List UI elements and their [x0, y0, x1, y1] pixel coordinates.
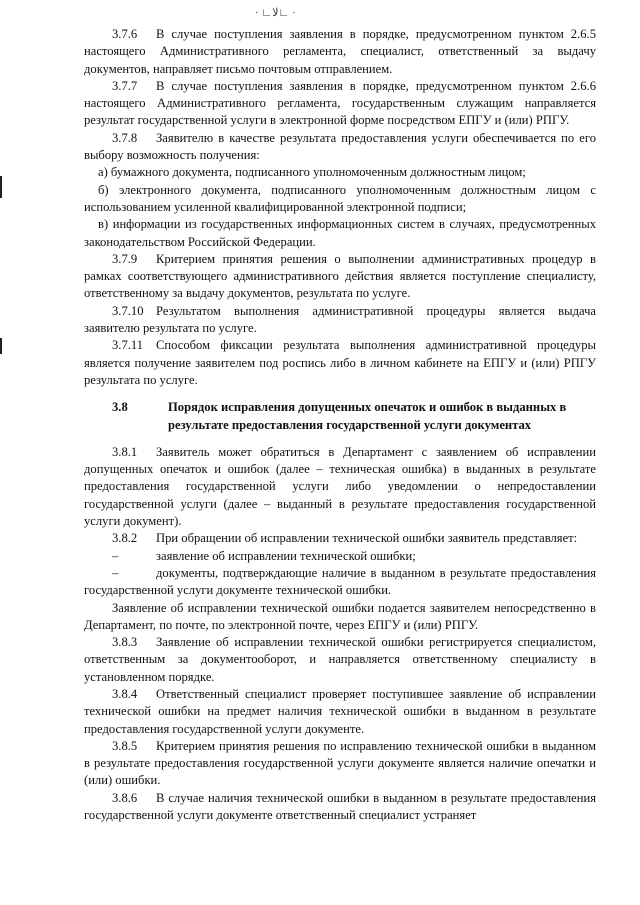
- paragraph-3-8-1: [84, 444, 596, 530]
- paragraph-3-7-11: [84, 337, 596, 389]
- scan-edge-mark: [0, 176, 2, 198]
- clause-text: В случае наличия технической ошибки в выданном в результате предоставления государственной услуги документе ответственный специалист устраняет: [84, 790, 596, 823]
- clause-text: Заявление об исправлении технической ошибки регистрируется специалистом, ответственным за документооборот, и направляется ответственному специалисту в установленном порядке.: [84, 635, 596, 684]
- dash-bullet: –: [112, 565, 119, 580]
- paragraph-3-7-8: [84, 130, 596, 165]
- section-title: Порядок исправления допущенных опечаток и ошибок в выданных в результате предоставления государственной услуги документах: [168, 400, 567, 432]
- clause-number: 3.7.9: [112, 251, 138, 266]
- paragraph-3-8-4: [84, 686, 596, 738]
- clause-text: Критерием принятия решения по исправлению технической ошибки в выданном в результате предоставления государственной услуги документе является наличие опечатки и (или) ошибки.: [84, 738, 596, 788]
- section-heading-3-8: [84, 399, 596, 434]
- paragraph-3-8-6: [84, 790, 596, 825]
- paragraph-3-8-2: [84, 530, 596, 547]
- list-item: [84, 565, 596, 600]
- list-item: [84, 548, 596, 565]
- paragraph-3-7-8-b: б) электронного документа, подписанного уполномоченным должностным лицом с использованием усиленной квалифицированной электронной подписи;: [84, 182, 596, 214]
- clause-text: Результатом выполнения административной процедуры является выдача заявителю результата по услуге.: [84, 303, 596, 336]
- document-page: [84, 26, 596, 824]
- page-header-mark: · ∟ﻻ∟ ·: [255, 7, 296, 19]
- clause-text: В случае поступления заявления в порядке, предусмотренном пунктом 2.6.5 настоящего Административного регламента, специалист, ответственный за выдачу документов, направляет письмо почтовым отправлением.: [84, 27, 596, 76]
- clause-number: 3.7.6: [112, 27, 138, 41]
- dash-bullet: –: [112, 548, 119, 563]
- clause-text: Критерием принятия решения о выполнении административных процедур в рамках соответствующего административного действия является поступление специалисту, ответственному за выдачу документов, результата по услуге.: [84, 251, 596, 301]
- list-item-text: документы, подтверждающие наличие в выданном в результате предоставления государственной услуги документе технической ошибки.: [84, 565, 596, 598]
- paragraph-3-7-6: [84, 26, 596, 78]
- clause-number: 3.7.8: [112, 130, 138, 145]
- paragraph-3-8-5: [84, 738, 596, 790]
- clause-number: 3.8.6: [112, 790, 138, 805]
- paragraph-3-8-2-note: Заявление об исправлении технической ошибки подается заявителем непосредственно в Департамент, по почте, по электронной почте, через ЕПГУ и (или) РПГУ.: [84, 600, 596, 632]
- paragraph-3-7-8-a: а) бумажного документа, подписанного уполномоченным должностным лицом;: [98, 165, 526, 180]
- paragraph-3-7-7: [84, 78, 596, 130]
- clause-text: Заявитель может обратиться в Департамент с заявлением об исправлении допущенных опечаток и ошибок (далее – техническая ошибка) в выданных в результате предоставления государственной услуги либо уведомлении о непредоставлении государственной услуги (далее – выданный в результате предоставления государственной услуги документ).: [84, 444, 596, 529]
- clause-number: 3.7.10: [112, 303, 144, 318]
- section-number: 3.8: [112, 400, 128, 415]
- clause-number: 3.8.5: [112, 738, 138, 753]
- paragraph-3-7-9: [84, 251, 596, 303]
- clause-number: 3.7.7: [112, 78, 138, 93]
- clause-text: Способом фиксации результата выполнения административной процедуры является получение заявителем под роспись либо в личном кабинете на ЕПГУ и (или) РПГУ результата по услуге.: [84, 338, 596, 387]
- paragraph-3-7-10: [84, 303, 596, 338]
- clause-number: 3.8.2: [112, 531, 138, 546]
- clause-number: 3.7.11: [112, 338, 144, 353]
- clause-text: Ответственный специалист проверяет поступившее заявление об исправлении технической ошибки на предмет наличия технической ошибки в выданном в результате предоставления государственной услуги документе.: [84, 686, 596, 736]
- clause-number: 3.8.1: [112, 444, 138, 459]
- clause-number: 3.8.4: [112, 686, 138, 701]
- clause-number: 3.8.3: [112, 635, 138, 650]
- scan-edge-mark: [0, 338, 2, 354]
- paragraph-3-8-3: [84, 634, 596, 686]
- clause-text: Заявителю в качестве результата предоставления услуги обеспечивается по его выбору возможность получения:: [84, 130, 596, 163]
- list-item-text: заявление об исправлении технической ошибки;: [156, 548, 416, 563]
- clause-text: В случае поступления заявления в порядке, предусмотренном пунктом 2.6.6 настоящего Административного регламента, государственным служащим направляется результат государственной услуги в электронной форме посредством ЕПГУ и (или) РПГУ.: [84, 78, 596, 128]
- paragraph-3-7-8-c: в) информации из государственных информационных систем в случаях, предусмотренных законодательством Российской Федерации.: [84, 217, 596, 249]
- clause-text: При обращении об исправлении технической ошибки заявитель представляет:: [156, 531, 578, 546]
